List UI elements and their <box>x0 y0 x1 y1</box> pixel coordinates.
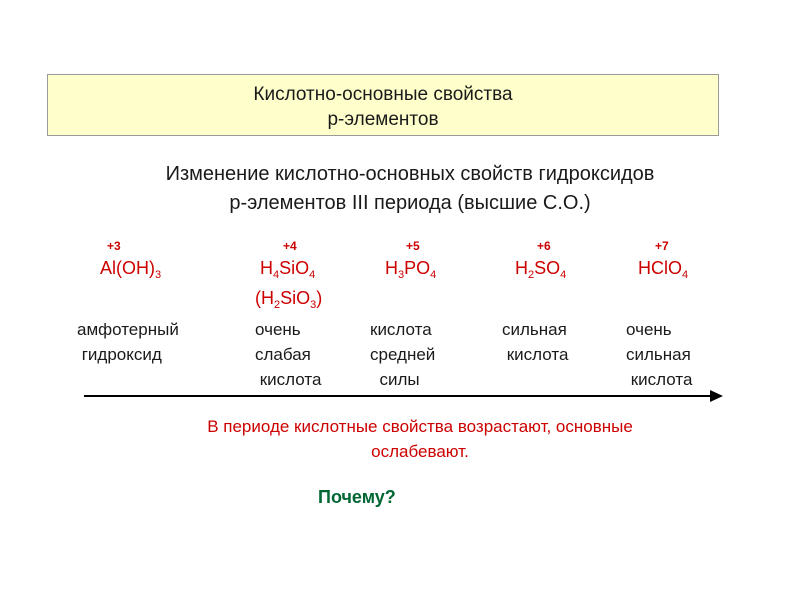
formula-part: HClO <box>638 258 682 278</box>
formula-subscript: 4 <box>682 269 689 281</box>
formula-part: H <box>260 258 273 278</box>
formula-subscript: 3 <box>398 269 405 281</box>
subheading-line-2: р-элементов III периода (высшие С.О.) <box>229 192 591 214</box>
description-al: амфотерный гидроксид <box>77 320 179 364</box>
formula-subscript: 4 <box>430 269 437 281</box>
title-line-1: Кислотно-основные свойства <box>253 84 513 105</box>
formula-subscript: 4 <box>273 269 280 281</box>
conclusion-line-2: ослабевают. <box>371 442 469 461</box>
formula-subscript: 2 <box>528 269 535 281</box>
formula-part: H <box>515 258 528 278</box>
title-line-2: р-элементов <box>327 109 439 130</box>
formula-subscript: 4 <box>560 269 567 281</box>
formula-al-oh-3 <box>100 257 161 286</box>
formula-h3po4 <box>385 257 436 286</box>
formula-hclo4 <box>638 257 688 286</box>
formula-h2so4 <box>515 257 566 286</box>
oxidation-state-al: +3 <box>107 239 121 253</box>
trend-arrow-line <box>84 395 712 397</box>
oxidation-state-p: +5 <box>406 239 420 253</box>
description-s: сильная кислота <box>502 320 569 364</box>
description-cl: очень сильная кислота <box>626 320 693 389</box>
formula-part: (H <box>255 288 274 308</box>
formula-h4sio4 <box>260 257 315 286</box>
formula-h2sio3 <box>255 287 322 316</box>
conclusion-line-1: В периоде кислотные свойства возрастают, основные <box>207 417 633 436</box>
conclusion <box>100 414 740 464</box>
description-si: очень слабая кислота <box>255 320 322 389</box>
oxidation-state-cl: +7 <box>655 239 669 253</box>
formula-subscript: 4 <box>309 269 316 281</box>
formula-part: SiO <box>280 288 311 308</box>
formula-part: Al(OH) <box>100 258 155 278</box>
description-p: кислота средней силы <box>370 320 436 389</box>
question: Почему? <box>318 487 396 507</box>
oxidation-state-s: +6 <box>537 239 551 253</box>
formula-part: H <box>385 258 398 278</box>
formula-part: SO <box>534 258 561 278</box>
subheading <box>60 160 760 218</box>
formula-subscript: 3 <box>155 269 162 281</box>
formula-part: ) <box>316 288 323 308</box>
formula-subscript: 2 <box>274 299 281 311</box>
title-box <box>47 74 719 136</box>
formula-part: PO <box>404 258 431 278</box>
oxidation-state-si: +4 <box>283 239 297 253</box>
formula-part: SiO <box>279 258 310 278</box>
subheading-line-1: Изменение кислотно-основных свойств гидроксидов <box>165 163 655 185</box>
formula-subscript: 3 <box>310 299 317 311</box>
arrow-right-icon <box>710 390 723 402</box>
